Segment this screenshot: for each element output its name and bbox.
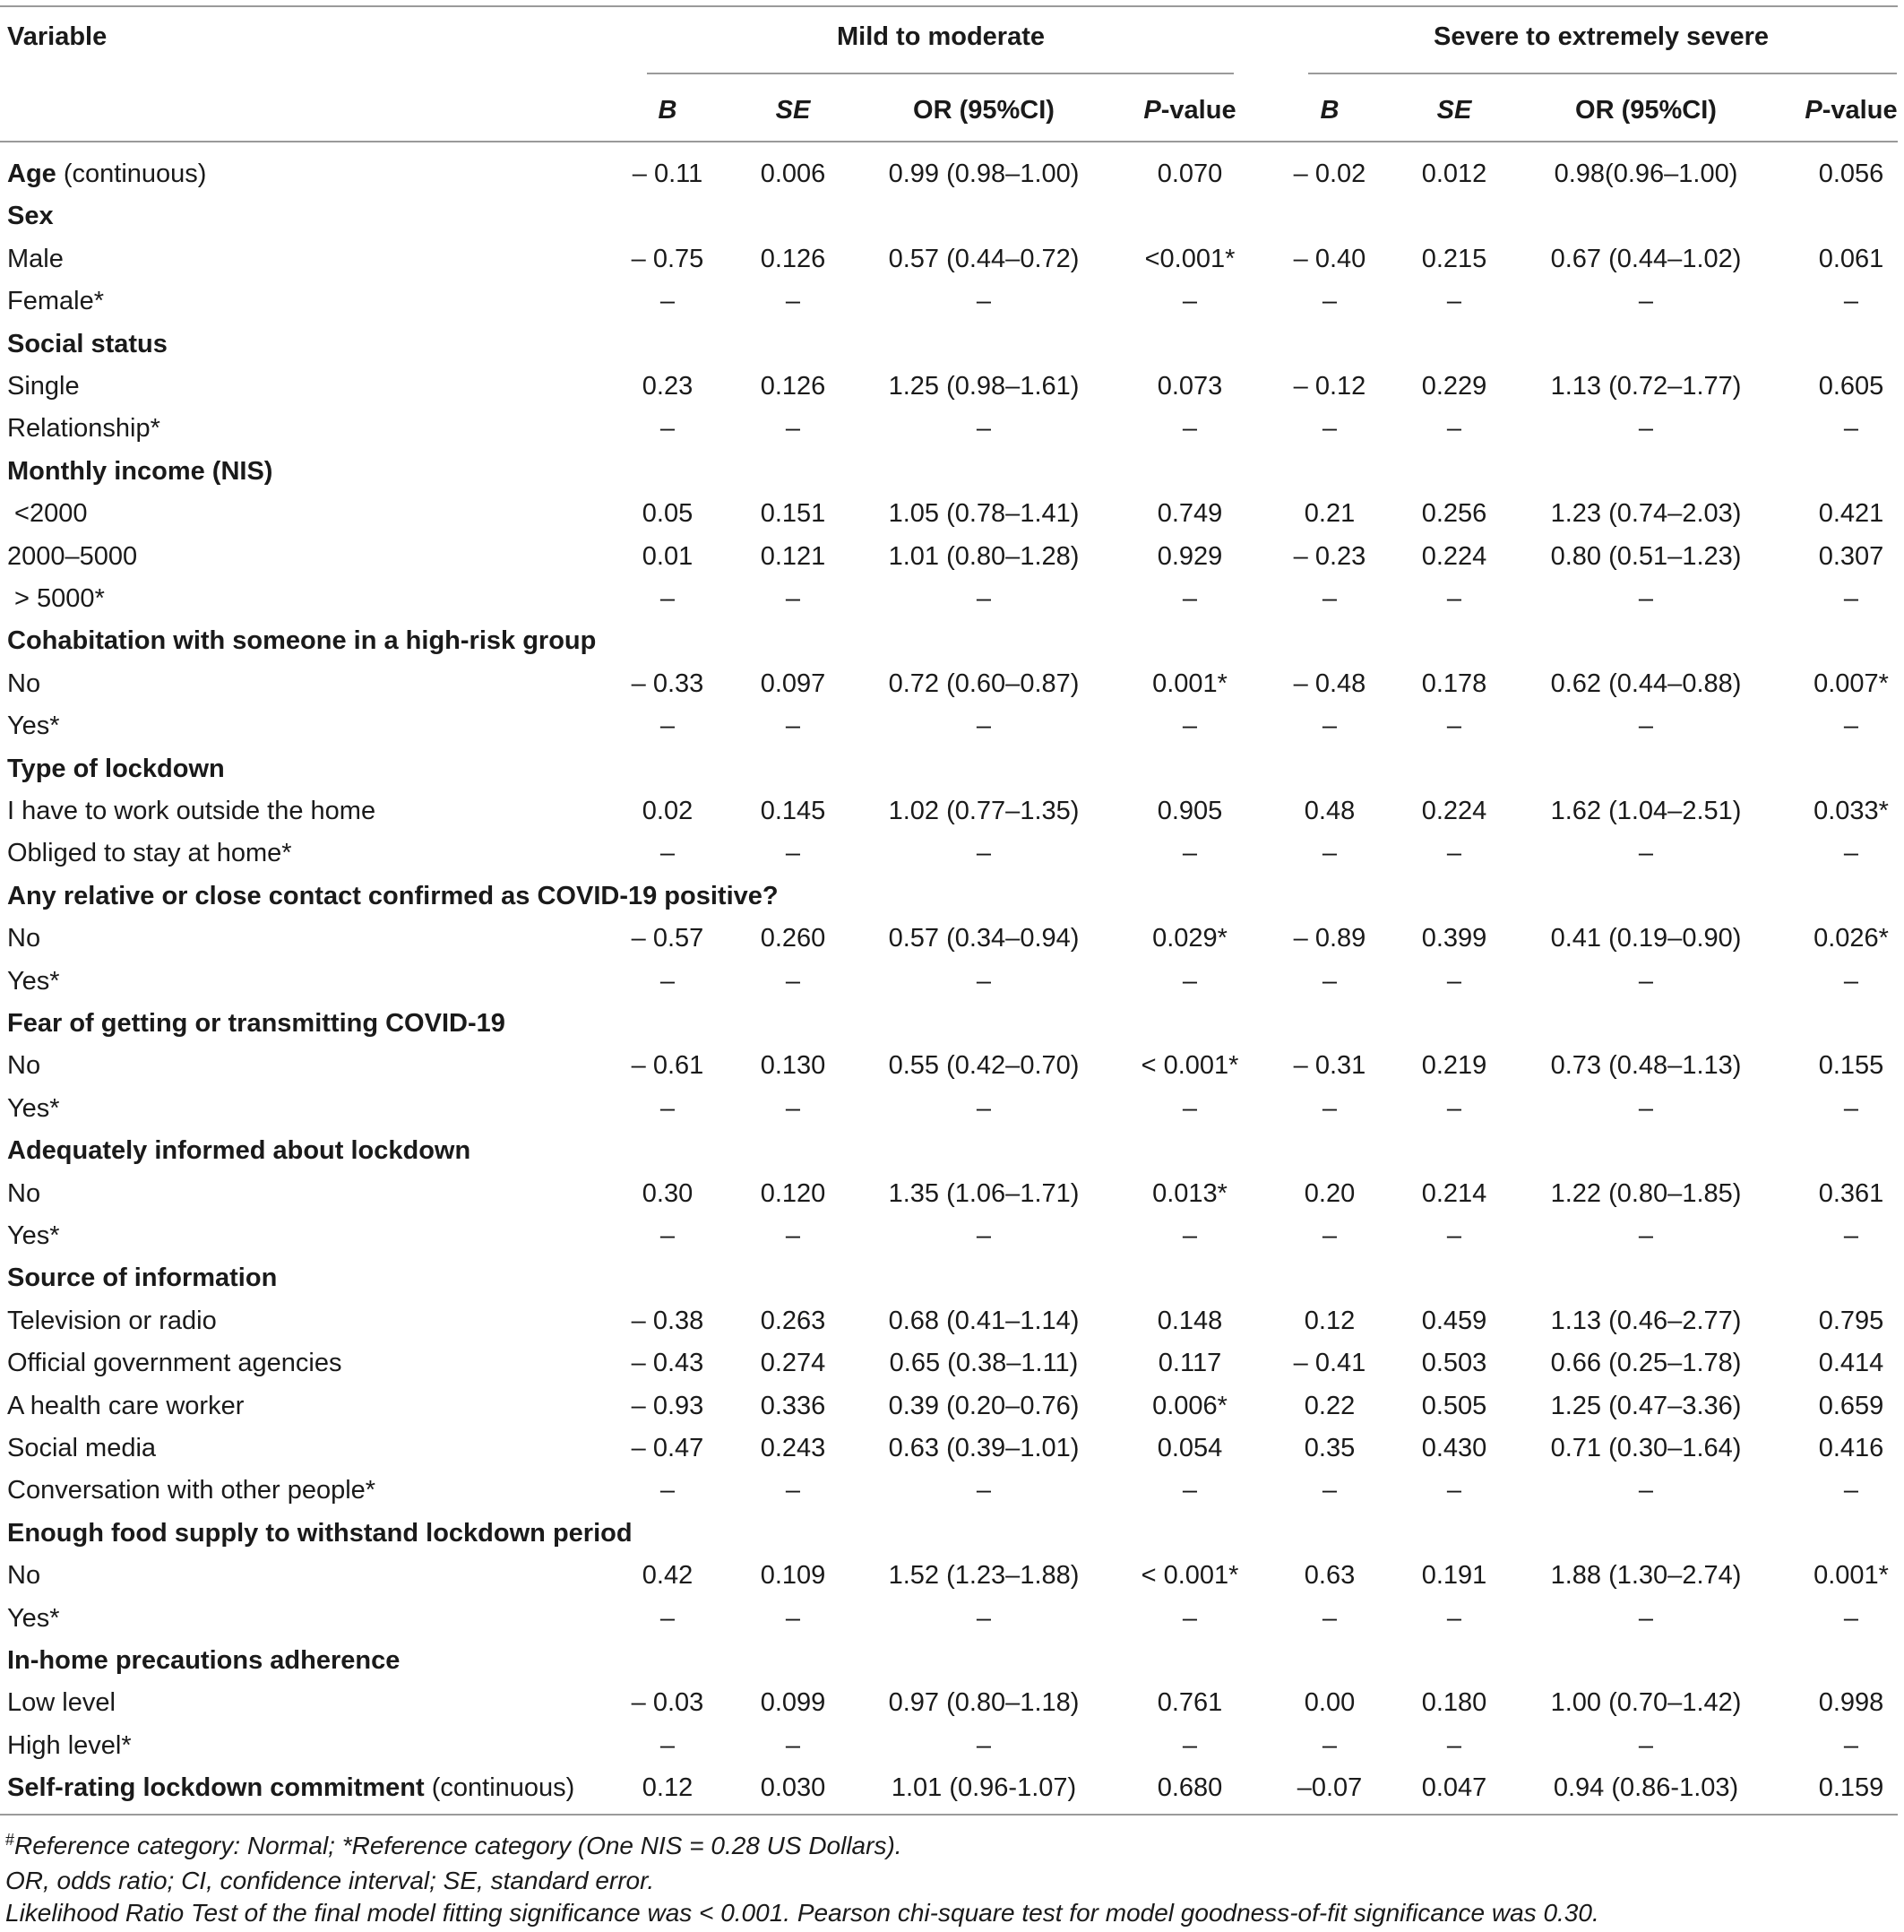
cell-or-mild: 0.39 (0.20–0.76) [888,1392,1080,1420]
cell-or-mild: 1.52 (1.23–1.88) [888,1561,1080,1590]
cell-se-mild: – [785,967,801,996]
cell-p-severe: 0.001* [1814,1561,1889,1590]
cell-p-mild: 0.117 [1158,1349,1222,1377]
cell-b-severe: – 0.41 [1293,1349,1366,1377]
cell-b-mild: – [659,1094,676,1123]
row-label [7,1772,574,1804]
row-label: Relationship* [7,414,160,443]
cell-or-severe: 0.98(0.96–1.00) [1554,160,1738,188]
cell-b-severe: 0.35 [1304,1434,1356,1462]
group-mild-rule [647,73,1234,74]
row-label: Official government agencies [7,1349,342,1377]
cell-p-severe: 0.026* [1814,924,1889,953]
cell-p-mild: – [1182,839,1198,867]
cell-or-mild: – [976,839,992,867]
col-p-header-2 [1805,94,1897,126]
cell-p-mild: – [1182,1221,1198,1250]
cell-se-severe: 0.399 [1421,924,1487,953]
cell-se-mild: – [785,839,801,867]
row-heading: Social status [7,330,168,358]
row-heading: Fear of getting or transmitting COVID-19 [7,1009,505,1038]
row-label: Yes* [7,1094,60,1123]
cell-p-mild: < 0.001* [1141,1051,1239,1080]
cell-b-severe: – [1322,1476,1338,1505]
cell-p-severe: – [1843,1221,1859,1250]
cell-b-mild: – 0.11 [632,160,703,188]
cell-b-mild: – 0.93 [631,1392,704,1420]
cell-b-severe: – [1322,712,1338,740]
cell-p-mild: 0.905 [1157,797,1223,825]
cell-b-severe: 0.12 [1304,1307,1356,1335]
cell-b-severe: 0.22 [1304,1392,1356,1420]
row-heading: Enough food supply to withstand lockdown period [7,1519,633,1548]
cell-se-severe: 0.012 [1421,160,1487,188]
cell-or-severe: 0.66 (0.25–1.78) [1550,1349,1742,1377]
cell-b-severe: – [1322,1221,1338,1250]
cell-se-mild: – [785,1731,801,1760]
cell-or-severe: – [1638,414,1654,443]
footnote-abbreviations: OR, odds ratio; CI, confidence interval; SE, standard error. [5,1867,655,1894]
cell-se-severe: 0.219 [1421,1051,1487,1080]
cell-or-mild: 1.01 (0.96-1.07) [891,1773,1077,1802]
cell-b-severe: 0.20 [1304,1179,1356,1208]
cell-b-mild: – [659,414,676,443]
cell-b-severe: – [1322,414,1338,443]
row-label: 2000–5000 [7,542,138,571]
cell-p-severe: – [1843,1094,1859,1123]
cell-se-mild: 0.120 [760,1179,826,1208]
cell-or-mild: – [976,1731,992,1760]
cell-p-mild: – [1182,1094,1198,1123]
cell-or-severe: 0.80 (0.51–1.23) [1550,542,1742,571]
cell-p-severe: – [1843,287,1859,315]
row-label: Obliged to stay at home* [7,839,292,867]
footnote-sup: # [5,1831,15,1849]
row-label-suffix: (continuous) [424,1773,575,1802]
cell-se-severe: – [1446,1731,1462,1760]
row-heading: Type of lockdown [7,755,225,783]
variable-header: Variable [7,22,108,51]
cell-se-severe: – [1446,414,1462,443]
col-or-header-1: OR (95%CI) [913,96,1055,125]
cell-se-mild: 0.145 [760,797,826,825]
cell-b-mild: – [659,839,676,867]
cell-or-severe: – [1638,967,1654,996]
cell-p-mild: 0.006* [1152,1392,1228,1420]
row-label: No [7,1179,41,1208]
cell-p-severe: – [1843,1604,1859,1633]
cell-or-mild: 0.57 (0.34–0.94) [888,924,1080,953]
footnote-line1: Reference category: Normal; *Reference category (One NIS = 0.28 US Dollars). [14,1832,902,1859]
cell-b-severe: – [1322,1094,1338,1123]
cell-p-severe: – [1843,1476,1859,1505]
cell-se-mild: 0.121 [760,542,826,571]
cell-p-mild: 0.148 [1157,1307,1223,1335]
cell-p-severe: 0.416 [1818,1434,1884,1462]
cell-se-severe: 0.180 [1421,1688,1487,1717]
cell-se-mild: 0.109 [760,1561,826,1590]
cell-p-mild: – [1182,1604,1198,1633]
cell-b-severe: – 0.48 [1293,669,1366,698]
row-label: Yes* [7,967,60,996]
cell-or-severe: 1.23 (0.74–2.03) [1550,499,1742,528]
cell-p-severe: – [1843,967,1859,996]
row-heading: Adequately informed about lockdown [7,1136,471,1165]
cell-se-severe: 0.047 [1421,1773,1487,1802]
cell-or-mild: 0.72 (0.60–0.87) [888,669,1080,698]
cell-or-severe: 0.62 (0.44–0.88) [1550,669,1742,698]
cell-p-severe: – [1843,839,1859,867]
cell-p-severe: 0.659 [1818,1392,1884,1420]
row-label: <2000 [7,499,88,528]
cell-b-mild: 0.42 [642,1561,694,1590]
cell-se-mild: 0.274 [760,1349,826,1377]
cell-b-mild: – 0.75 [631,245,704,273]
cell-p-mild: 0.029* [1152,924,1228,953]
row-label-bold: Self-rating lockdown commitment [7,1773,425,1802]
cell-or-severe: – [1638,839,1654,867]
cell-p-mild: – [1182,414,1198,443]
cell-b-mild: – 0.38 [631,1307,704,1335]
cell-or-severe: – [1638,1094,1654,1123]
cell-p-severe: 0.056 [1818,160,1884,188]
cell-or-severe: – [1638,1476,1654,1505]
cell-or-mild: 0.55 (0.42–0.70) [888,1051,1080,1080]
group-mild-header: Mild to moderate [836,22,1046,51]
cell-b-severe: 0.21 [1304,499,1356,528]
cell-se-mild: 0.126 [760,372,826,401]
col-p-rest: -value [1822,96,1898,125]
cell-p-mild: – [1182,584,1198,613]
cell-se-mild: 0.006 [760,160,826,188]
cell-p-severe: 0.155 [1818,1051,1884,1080]
cell-se-mild: – [785,1221,801,1250]
cell-or-severe: – [1638,287,1654,315]
cell-or-severe: – [1638,1731,1654,1760]
col-se-header-1: SE [775,96,811,125]
cell-se-severe: – [1446,287,1462,315]
cell-p-severe: 0.795 [1818,1307,1884,1335]
cell-b-mild: – 0.03 [631,1688,704,1717]
cell-b-mild: 0.23 [642,372,694,401]
cell-se-mild: – [785,584,801,613]
cell-b-mild: 0.12 [642,1773,694,1802]
cell-p-severe: 0.361 [1818,1179,1884,1208]
cell-p-severe: 0.414 [1818,1349,1884,1377]
cell-se-mild: – [785,287,801,315]
cell-se-severe: 0.191 [1421,1561,1487,1590]
cell-or-mild: – [976,1221,992,1250]
cell-se-mild: 0.097 [760,669,826,698]
cell-or-mild: 0.65 (0.38–1.11) [889,1349,1079,1377]
cell-p-mild: 0.749 [1157,499,1223,528]
cell-b-severe: – 0.12 [1293,372,1366,401]
cell-p-severe: 0.307 [1818,542,1884,571]
cell-or-mild: 1.01 (0.80–1.28) [888,542,1080,571]
cell-p-mild: – [1182,1476,1198,1505]
cell-or-mild: – [976,1094,992,1123]
cell-or-mild: – [976,287,992,315]
cell-se-severe: 0.459 [1421,1307,1487,1335]
row-label-bold: Age [7,160,56,188]
cell-b-severe: 0.63 [1304,1561,1356,1590]
header-rule [0,141,1898,142]
cell-se-mild: – [785,712,801,740]
cell-p-severe: – [1843,1731,1859,1760]
cell-se-severe: – [1446,1604,1462,1633]
row-label: No [7,924,41,953]
cell-or-severe: – [1638,584,1654,613]
cell-b-severe: 0.48 [1304,797,1356,825]
cell-or-severe: 1.22 (0.80–1.85) [1550,1179,1742,1208]
group-severe-header: Severe to extremely severe [1433,22,1770,51]
cell-b-mild: – [659,287,676,315]
cell-or-severe: 1.88 (1.30–2.74) [1550,1561,1742,1590]
row-label: Single [7,372,80,401]
cell-p-mild: 0.054 [1157,1434,1223,1462]
row-label: Male [7,245,64,273]
col-p-rest: -value [1160,96,1236,125]
cell-or-mild: 1.05 (0.78–1.41) [888,499,1080,528]
cell-se-severe: 0.215 [1421,245,1487,273]
cell-p-mild: 0.013* [1152,1179,1228,1208]
cell-b-mild: – 0.47 [631,1434,704,1462]
cell-b-mild: – [659,1731,676,1760]
cell-b-severe: – 0.23 [1293,542,1366,571]
cell-or-mild: 0.68 (0.41–1.14) [888,1307,1080,1335]
cell-or-severe: – [1638,1604,1654,1633]
cell-se-severe: 0.224 [1421,797,1487,825]
row-label: No [7,1051,41,1080]
cell-b-severe: – 0.31 [1293,1051,1366,1080]
cell-or-mild: 0.63 (0.39–1.01) [888,1434,1080,1462]
cell-b-mild: – [659,584,676,613]
row-heading: Cohabitation with someone in a high-risk group [7,626,597,655]
cell-se-mild: – [785,414,801,443]
col-p-header-1 [1143,94,1236,126]
cell-se-severe: 0.430 [1421,1434,1487,1462]
cell-p-mild: – [1182,1731,1198,1760]
cell-b-mild: – [659,967,676,996]
cell-se-severe: 0.229 [1421,372,1487,401]
col-p-italic: P [1143,96,1161,125]
cell-b-mild: 0.30 [642,1179,694,1208]
cell-se-mild: – [785,1476,801,1505]
cell-b-mild: 0.01 [642,542,694,571]
cell-b-severe: – [1322,967,1338,996]
cell-se-severe: – [1446,1476,1462,1505]
cell-p-mild: – [1182,287,1198,315]
row-heading: Source of information [7,1264,278,1292]
cell-b-mild: – 0.33 [631,669,704,698]
cell-p-severe: 0.033* [1814,797,1889,825]
cell-p-severe: 0.605 [1818,372,1884,401]
row-label: No [7,1561,41,1590]
cell-se-severe: 0.505 [1421,1392,1487,1420]
cell-b-mild: – [659,1476,676,1505]
top-rule [0,5,1898,7]
footnote-tests: Likelihood Ratio Test of the final model fitting significance was < 0.001. Pearson chi-square test for model goodness-of-fit significance was 0.30. [5,1899,1599,1927]
cell-or-severe: 1.00 (0.70–1.42) [1550,1688,1742,1717]
cell-b-severe: – 0.40 [1293,245,1366,273]
cell-b-severe: – 0.89 [1293,924,1366,953]
cell-or-severe: 1.62 (1.04–2.51) [1550,797,1742,825]
row-heading: Sex [7,202,54,230]
cell-p-mild: 0.761 [1157,1688,1223,1717]
cell-p-severe: 0.061 [1818,245,1884,273]
cell-se-mild: – [785,1604,801,1633]
cell-or-mild: 1.35 (1.06–1.71) [888,1179,1080,1208]
cell-b-severe: – [1322,1731,1338,1760]
row-label: > 5000* [7,584,105,613]
row-label: A health care worker [7,1392,245,1420]
cell-or-severe: – [1638,712,1654,740]
cell-b-severe: –0.07 [1297,1773,1363,1802]
cell-or-severe: 0.41 (0.19–0.90) [1550,924,1742,953]
cell-se-mild: 0.030 [760,1773,826,1802]
cell-b-mild: – 0.43 [631,1349,704,1377]
cell-or-mild: – [976,1604,992,1633]
cell-p-severe: 0.421 [1818,499,1884,528]
col-p-italic: P [1805,96,1822,125]
cell-or-severe: 0.67 (0.44–1.02) [1550,245,1742,273]
cell-p-mild: 0.070 [1157,160,1223,188]
cell-se-severe: 0.503 [1421,1349,1487,1377]
cell-or-mild: 0.97 (0.80–1.18) [888,1688,1080,1717]
cell-or-severe: 1.25 (0.47–3.36) [1550,1392,1742,1420]
cell-p-severe: 0.007* [1814,669,1889,698]
cell-p-mild: 0.680 [1157,1773,1223,1802]
cell-se-mild: 0.130 [760,1051,826,1080]
cell-p-mild: < 0.001* [1141,1561,1239,1590]
cell-se-severe: – [1446,967,1462,996]
row-label: Yes* [7,712,60,740]
row-label: Television or radio [7,1307,217,1335]
cell-se-severe: – [1446,1221,1462,1250]
row-label: Conversation with other people* [7,1476,376,1505]
cell-p-severe: – [1843,414,1859,443]
row-label: High level* [7,1731,132,1760]
cell-se-mild: 0.099 [760,1688,826,1717]
cell-or-severe: 0.71 (0.30–1.64) [1550,1434,1742,1462]
cell-b-severe: – [1322,839,1338,867]
cell-b-mild: – [659,712,676,740]
cell-se-severe: 0.214 [1421,1179,1487,1208]
cell-p-mild: <0.001* [1144,245,1236,273]
row-label: Social media [7,1434,157,1462]
col-se-header-2: SE [1436,96,1472,125]
cell-p-severe: 0.159 [1818,1773,1884,1802]
row-label: I have to work outside the home [7,797,376,825]
cell-b-mild: – 0.61 [631,1051,704,1080]
cell-se-severe: – [1446,839,1462,867]
cell-se-severe: – [1446,1094,1462,1123]
cell-se-mild: – [785,1094,801,1123]
cell-or-mild: – [976,712,992,740]
cell-b-mild: – [659,1221,676,1250]
cell-or-severe: – [1638,1221,1654,1250]
cell-or-severe: 0.73 (0.48–1.13) [1550,1051,1742,1080]
cell-p-mild: 0.073 [1157,372,1223,401]
cell-se-severe: 0.224 [1421,542,1487,571]
cell-or-mild: – [976,584,992,613]
cell-or-severe: 1.13 (0.46–2.77) [1550,1307,1742,1335]
bottom-rule [0,1814,1898,1816]
cell-p-mild: 0.929 [1157,542,1223,571]
cell-or-mild: 1.02 (0.77–1.35) [888,797,1080,825]
col-b-header-2: B [1320,96,1340,125]
cell-or-mild: – [976,1476,992,1505]
cell-b-severe: 0.00 [1304,1688,1356,1717]
col-b-header-1: B [658,96,677,125]
cell-b-severe: – [1322,1604,1338,1633]
cell-p-mild: – [1182,712,1198,740]
row-label [7,158,206,190]
cell-p-severe: – [1843,712,1859,740]
cell-b-mild: – 0.57 [631,924,704,953]
row-heading: In-home precautions adherence [7,1646,401,1675]
cell-se-mild: 0.126 [760,245,826,273]
row-heading: Any relative or close contact confirmed as COVID-19 positive? [7,882,779,910]
cell-b-severe: – 0.02 [1293,160,1366,188]
cell-se-severe: 0.256 [1421,499,1487,528]
group-severe-rule [1308,73,1897,74]
row-label: Yes* [7,1604,60,1633]
cell-p-severe: 0.998 [1818,1688,1884,1717]
cell-p-severe: – [1843,584,1859,613]
cell-b-mild: 0.05 [642,499,694,528]
cell-or-severe: 1.13 (0.72–1.77) [1550,372,1742,401]
footnote-reference [5,1832,902,1860]
cell-se-mild: 0.336 [760,1392,826,1420]
cell-se-severe: – [1446,712,1462,740]
cell-or-mild: 0.99 (0.98–1.00) [888,160,1080,188]
cell-or-mild: – [976,414,992,443]
cell-se-severe: 0.178 [1421,669,1487,698]
cell-b-mild: – [659,1604,676,1633]
cell-p-mild: – [1182,967,1198,996]
cell-se-mild: 0.151 [760,499,826,528]
row-label: No [7,669,41,698]
row-label-suffix: (continuous) [56,160,207,188]
cell-b-severe: – [1322,584,1338,613]
cell-or-severe: 0.94 (0.86-1.03) [1553,1773,1739,1802]
row-label: Low level [7,1688,116,1717]
cell-or-mild: – [976,967,992,996]
row-heading: Monthly income (NIS) [7,457,273,486]
cell-se-mild: 0.260 [760,924,826,953]
cell-se-mild: 0.263 [760,1307,826,1335]
row-label: Yes* [7,1221,60,1250]
cell-se-severe: – [1446,584,1462,613]
col-or-header-2: OR (95%CI) [1575,96,1717,125]
cell-or-mild: 0.57 (0.44–0.72) [888,245,1080,273]
cell-or-mild: 1.25 (0.98–1.61) [888,372,1080,401]
cell-p-mild: 0.001* [1152,669,1228,698]
cell-b-mild: 0.02 [642,797,694,825]
cell-b-severe: – [1322,287,1338,315]
row-label: Female* [7,287,104,315]
cell-se-mild: 0.243 [760,1434,826,1462]
